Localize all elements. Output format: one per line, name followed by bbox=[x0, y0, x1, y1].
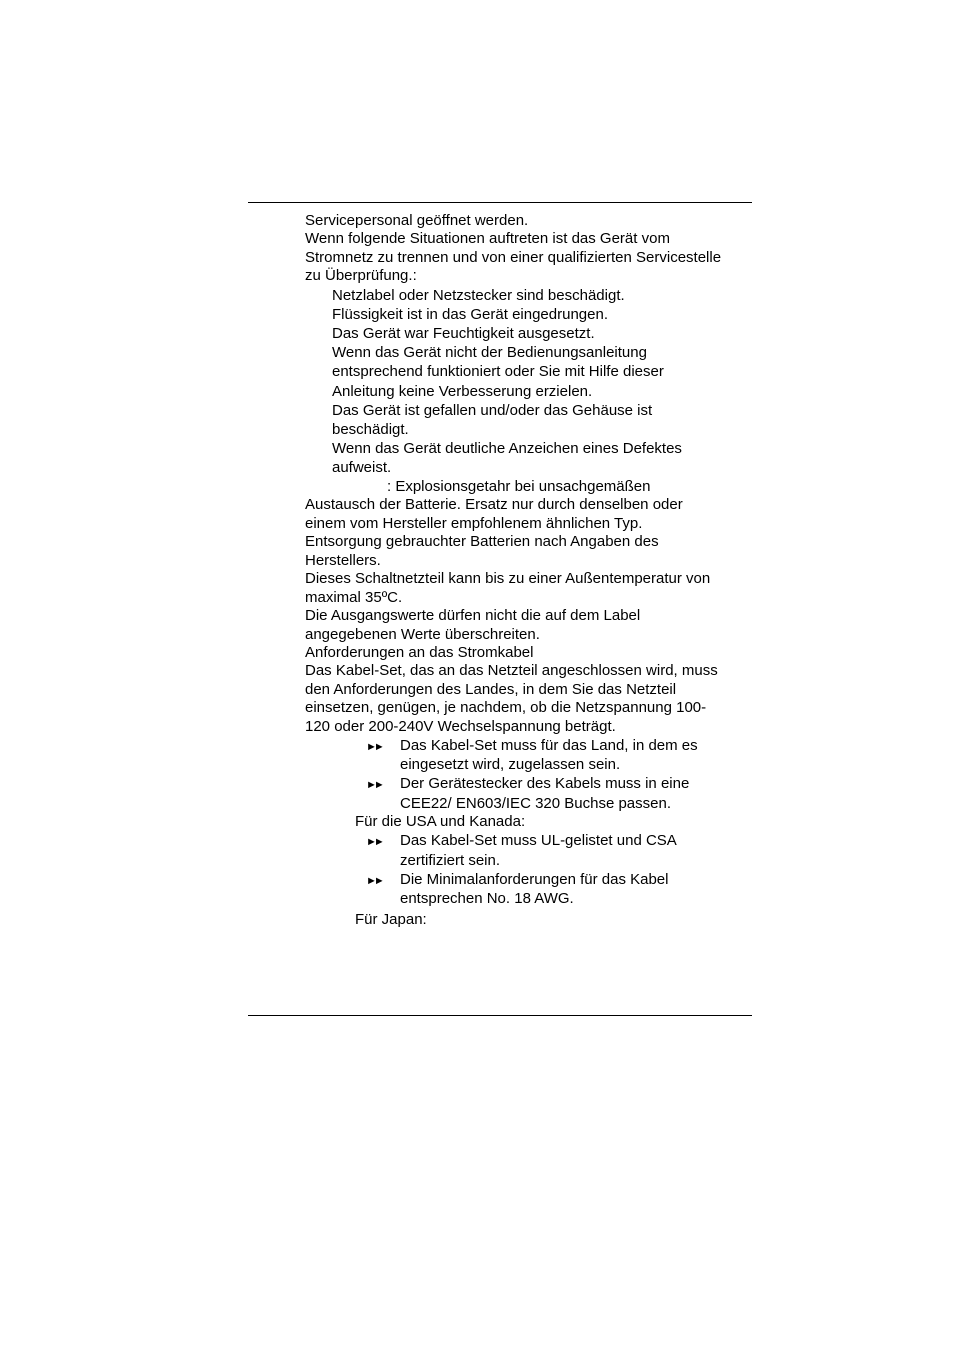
cable-line: Das Kabel-Set, das an das Netzteil angeschlossen wird, muss bbox=[305, 662, 718, 679]
cable-line: einsetzen, genügen, je nachdem, ob die Netzspannung 100- bbox=[305, 699, 707, 716]
section-heading: Anforderungen an das Stromkabel bbox=[305, 644, 534, 661]
condition-line: Das Gerät ist gefallen und/oder das Gehäuse ist bbox=[332, 402, 653, 419]
battery-warning-line: einem vom Hersteller empfohlenem ähnlichen Typ. bbox=[305, 515, 643, 532]
condition-line: Flüssigkeit ist in das Gerät eingedrungen. bbox=[332, 306, 608, 323]
bullet-line: eingesetzt wird, zugelassen sein. bbox=[400, 756, 621, 773]
condition-line: aufweist. bbox=[332, 459, 392, 476]
paragraph-line: zu Überprüfung.: bbox=[305, 267, 417, 284]
bottom-rule bbox=[248, 1015, 752, 1016]
paragraph-line: Wenn folgende Situationen auftreten ist das Gerät vom bbox=[305, 230, 670, 247]
double-chevron-right-icon: ►► bbox=[366, 875, 382, 887]
bullet-line: Die Minimalanforderungen für das Kabel bbox=[400, 871, 669, 888]
psu-line: Dieses Schaltnetzteil kann bis zu einer Außentemperatur von bbox=[305, 570, 711, 587]
psu-line: angegebenen Werte überschreiten. bbox=[305, 626, 540, 643]
condition-line: Das Gerät war Feuchtigkeit ausgesetzt. bbox=[332, 325, 595, 342]
battery-warning-line: Entsorgung gebrauchter Batterien nach Angaben des bbox=[305, 533, 659, 550]
battery-warning-line: Austausch der Batterie. Ersatz nur durch denselben oder bbox=[305, 496, 683, 513]
cable-line: den Anforderungen des Landes, in dem Sie das Netzteil bbox=[305, 681, 677, 698]
condition-line: Wenn das Gerät nicht der Bedienungsanleitung bbox=[332, 344, 647, 361]
condition-line: Anleitung keine Verbesserung erzielen. bbox=[332, 383, 593, 400]
paragraph-line: Stromnetz zu trennen und von einer qualifizierten Servicestelle bbox=[305, 249, 722, 266]
bullet-line: CEE22/ EN603/IEC 320 Buchse passen. bbox=[400, 795, 671, 812]
psu-line: maximal 35ºC. bbox=[305, 589, 403, 606]
subsection-heading: Für Japan: bbox=[355, 911, 427, 928]
psu-line: Die Ausgangswerte dürfen nicht die auf dem Label bbox=[305, 607, 641, 624]
bullet-line: Der Gerätestecker des Kabels muss in eine bbox=[400, 775, 690, 792]
battery-warning-line: Herstellers. bbox=[305, 552, 381, 569]
bullet-line: Das Kabel-Set muss UL-gelistet und CSA bbox=[400, 832, 677, 849]
double-chevron-right-icon: ►► bbox=[366, 779, 382, 791]
condition-line: Netzlabel oder Netzstecker sind beschädigt. bbox=[332, 287, 625, 304]
paragraph-line: Servicepersonal geöffnet werden. bbox=[305, 212, 529, 229]
bullet-line: entsprechen No. 18 AWG. bbox=[400, 890, 574, 907]
condition-line: Wenn das Gerät deutliche Anzeichen eines Defektes bbox=[332, 440, 682, 457]
bullet-line: Das Kabel-Set muss für das Land, in dem es bbox=[400, 737, 698, 754]
condition-line: beschädigt. bbox=[332, 421, 409, 438]
condition-line: entsprechend funktioniert oder Sie mit Hilfe dieser bbox=[332, 363, 664, 380]
cable-line: 120 oder 200-240V Wechselspannung beträgt. bbox=[305, 718, 616, 735]
bullet-line: zertifiziert sein. bbox=[400, 852, 501, 869]
double-chevron-right-icon: ►► bbox=[366, 741, 382, 753]
battery-warning-line: : Explosionsgetahr bei unsachgemäßen bbox=[387, 478, 651, 495]
top-rule bbox=[248, 202, 752, 203]
double-chevron-right-icon: ►► bbox=[366, 836, 382, 848]
subsection-heading: Für die USA und Kanada: bbox=[355, 813, 526, 830]
